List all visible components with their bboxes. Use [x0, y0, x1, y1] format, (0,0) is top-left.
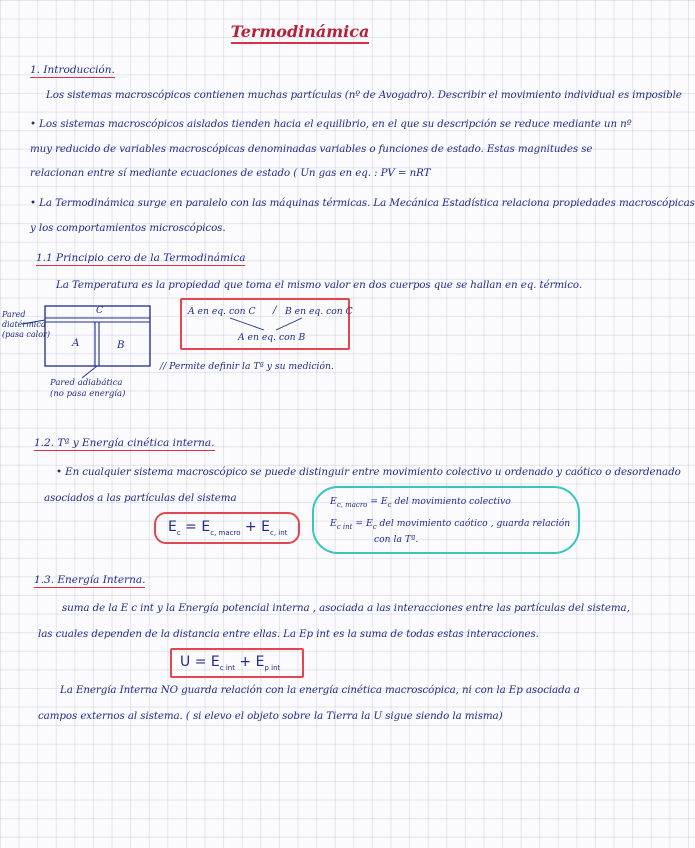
ec-int-definition-cont: con la Tª.: [374, 534, 419, 545]
s12-paragraph-b: asociados a las partículas del sistema: [44, 492, 237, 504]
section-1-2-heading: 1.2. Tª y Energía cinética interna.: [34, 437, 215, 449]
s1-paragraph-2c: relacionan entre sí mediante ecuaciones de estado ( Un gas en eq. : PV = nRT: [30, 167, 431, 179]
s12-paragraph-a: • En cualquier sistema macroscópico se puede distinguir entre movimiento colectivo u ordenado y caótico o desordenado: [56, 466, 681, 478]
s11-paragraph: La Temperatura es la propiedad que toma el mismo valor en dos cuerpos que se hallan en eq. térmico.: [56, 279, 583, 291]
equilibrium-bottom: A en eq. con B: [238, 332, 306, 343]
ec-int-definition: $E_{c int} = E_c$ del movimiento caótico , guarda relación: [330, 518, 571, 531]
diagram-label-a: A: [72, 337, 80, 349]
s1-paragraph-1: Los sistemas macroscópicos contienen muchas partículas (nº de Avogadro). Describir el movimiento individual es imposible: [46, 89, 682, 101]
ec-macro-definition: $E_{c, macro} = E_c$ del movimiento colectivo: [330, 496, 511, 509]
s1-paragraph-3a: • La Termodinámica surge en paralelo con las máquinas térmicas. La Mecánica Estadística relaciona propiedades macroscópicas: [30, 197, 695, 209]
s13-paragraph-2a: La Energía Interna NO guarda relación con la energía cinética macroscópica, ni con la Ep asociada a: [60, 684, 580, 696]
s13-paragraph-1a: suma de la E c int y la Energía potencial interna , asociada a las interacciones entre las partículas del sistema,: [62, 602, 630, 614]
s1-paragraph-3b: y los comportamientos microscópicos.: [30, 222, 226, 234]
equilibrium-right: B en eq. con C: [285, 306, 353, 317]
arrows-icon: [222, 316, 312, 332]
s1-paragraph-2b: muy reducido de variables macroscópicas denominadas variables o funciones de estado. Estas magnitudes se: [30, 143, 593, 155]
section-1-1-heading: 1.1 Principio cero de la Termodinámica: [36, 252, 246, 264]
s1-paragraph-2a: • Los sistemas macroscópicos aislados tienden hacia el equilibrio, en el que su descripción se reduce mediante un nº: [30, 118, 632, 130]
diagram-label-c: C: [96, 305, 104, 316]
adiabatic-wall-label: Pared adiabática (no pasa energía): [50, 378, 126, 399]
kinetic-energy-definitions: [312, 486, 580, 554]
s13-paragraph-1b: las cuales dependen de la distancia entre ellas. La Ep int es la suma de todas estas interacciones.: [38, 628, 539, 640]
section-1-3-heading: 1.3. Energía Interna.: [34, 574, 146, 586]
equilibrium-left: A en eq. con C: [188, 306, 256, 317]
diagram-label-b: B: [117, 339, 125, 351]
internal-energy-formula: $U = E_{c int} + E_{p int}$: [170, 648, 304, 678]
temperature-note: // Permite definir la Tª y su medición.: [160, 361, 334, 372]
kinetic-energy-formula: $E_c = E_{c, macro} + E_{c, int}$: [154, 512, 300, 544]
section-1-heading: 1. Introducción.: [30, 64, 115, 76]
equilibrium-slash: /: [273, 304, 277, 316]
page-title: Termodinámica: [0, 22, 600, 41]
s13-paragraph-2b: campos externos al sistema. ( si elevo el objeto sobre la Tierra la U sigue siendo la misma): [38, 710, 503, 722]
equilibrium-box: [180, 298, 353, 350]
diathermic-wall-label: Pared diatérmica (pasa calor): [2, 310, 50, 339]
